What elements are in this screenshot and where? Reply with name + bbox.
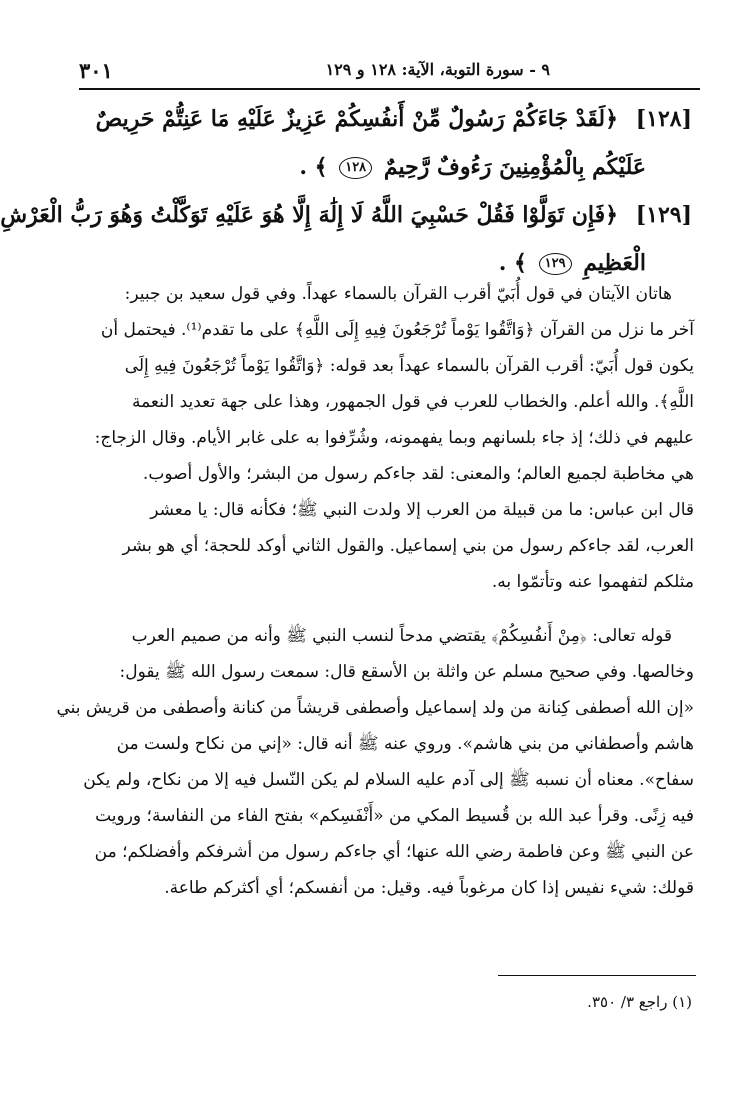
page-number: ٣٠١	[79, 58, 113, 83]
verse-number: [١٢٩]	[635, 202, 692, 228]
verse-closing: ﴾ .	[498, 250, 527, 276]
text-line: آخر ما نزل من القرآن ﴿وَاتَّقُوا يَوْماً تُرْجَعُونَ فِيهِ إِلَى اللَّهِ﴾ على ما تقدم⁽¹⁾. فيحتمل أن	[100, 320, 694, 340]
footnote: (١) راجع ٣/ ٣٥٠.	[587, 993, 692, 1011]
verse-text: الْعَظِيمِ	[583, 250, 646, 276]
text-line: مثلكم لتفهموا عنه وتأتمّوا به.	[491, 572, 694, 592]
footnote-divider	[498, 975, 696, 976]
text-line: يكون قول أُبَيّ: أقرب القرآن بالسماء عهداً بعد قوله: ﴿وَاتَّقُوا يَوْماً تُرْجَعُونَ فِيهِ إِلَى	[124, 356, 694, 376]
verse-number: [١٢٨]	[635, 106, 692, 132]
text-line: العرب، لقد جاءكم رسول من بني إسماعيل. والقول الثاني أوكد للحجة؛ أي هو بشر	[122, 536, 694, 556]
text-line: «إن الله أصطفى كِنانة من ولد إسماعيل وأصطفى قريشاً من كنانة وأصطفى من قريش بني	[56, 698, 694, 718]
text-line: فيه زِنًى. وقرأ عبد الله بن قُسيط المكي من «أَنْفَسِكم» بفتح الفاء من النفاسة؛ ورويت	[95, 806, 694, 826]
text-line: هاتان الآيتان في قول أُبَيّ أقرب القرآن بالسماء عهداً. وفي قول سعيد بن جبير:	[124, 284, 672, 304]
text-line: هي مخاطبة لجميع العالم؛ والمعنى: لقد جاءكم رسول من البشر؛ والأول أصوب.	[142, 464, 694, 484]
text-line: قولك: شيء نفيس إذا كان مرغوباً فيه. وقيل: من أنفسكم؛ أي أكثركم طاعة.	[164, 878, 694, 898]
verse-end-marker: ١٢٩	[539, 253, 572, 275]
text-line: عن النبي ﷺ وعن فاطمة رضي الله عنها؛ أي جاءكم رسول من أشرفكم وأفضلكم؛ من	[94, 842, 694, 862]
verse-text: عَلَيْكُم بِالْمُؤْمِنِينَ رَءُوفٌ رَّحِيمٌ	[383, 154, 646, 180]
running-header	[79, 54, 690, 88]
text-line: اللَّهِ﴾. والله أعلم. والخطاب للعرب في قول الجمهور، وهذا على جهة تعديد النعمة	[131, 392, 694, 412]
header-divider	[79, 88, 700, 90]
verse-128	[85, 95, 692, 191]
text-line: سفاح». معناه أن نسبه ﷺ إلى آدم عليه السلام لم يكن النّسل فيه إلا من نكاح، ولم يكن	[83, 770, 694, 790]
verse-line	[0, 191, 692, 239]
verse-text: ﴿لَقَدْ جَاءَكُمْ رَسُولٌ مِّنْ أَنفُسِكُمْ عَزِيزٌ عَلَيْهِ مَا عَنِتُّمْ حَرِيصٌ	[95, 106, 619, 132]
text-line: قوله تعالى: ﴿مِنْ أَنفُسِكُمْ﴾ يقتضي مدحاً لنسب النبي ﷺ وأنه من صميم العرب	[131, 626, 672, 646]
verse-closing: ﴾ .	[299, 154, 328, 180]
verse-line	[85, 95, 692, 143]
paragraph-2	[56, 618, 694, 906]
quran-verses	[0, 95, 692, 287]
verse-end-marker: ١٢٨	[339, 157, 372, 179]
commentary-text	[56, 276, 694, 924]
text-line: عليهم في ذلك؛ إذ جاء بلسانهم وبما يفهمونه، وشُرِّفوا به على غابر الأيام. وقال الزجاج:	[94, 428, 694, 448]
verse-129	[0, 191, 692, 287]
verse-line	[85, 143, 692, 191]
verse-text: ﴿فَإِن تَوَلَّوْا فَقُلْ حَسْبِيَ اللَّهُ لَا إِلَٰهَ إِلَّا هُوَ عَلَيْهِ تَوَكَّلْتُ وَهُوَ رَبُّ الْعَرْشِ	[0, 202, 619, 228]
paragraph-1	[85, 276, 694, 600]
text-line: هاشم وأصطفاني من بني هاشم». وروي عنه ﷺ أنه قال: «إني من نكاح ولست من	[116, 734, 694, 754]
text-line: وخالصها. وفي صحيح مسلم عن واثلة بن الأسقع قال: سمعت رسول الله ﷺ يقول:	[119, 662, 694, 682]
text-line: قال ابن عباس: ما من قبيلة من العرب إلا ولدت النبي ﷺ؛ فكأنه قال: يا معشر	[150, 500, 694, 520]
header-title: ٩ - سورة التوبة، الآية: ١٢٨ و ١٢٩	[325, 60, 550, 79]
